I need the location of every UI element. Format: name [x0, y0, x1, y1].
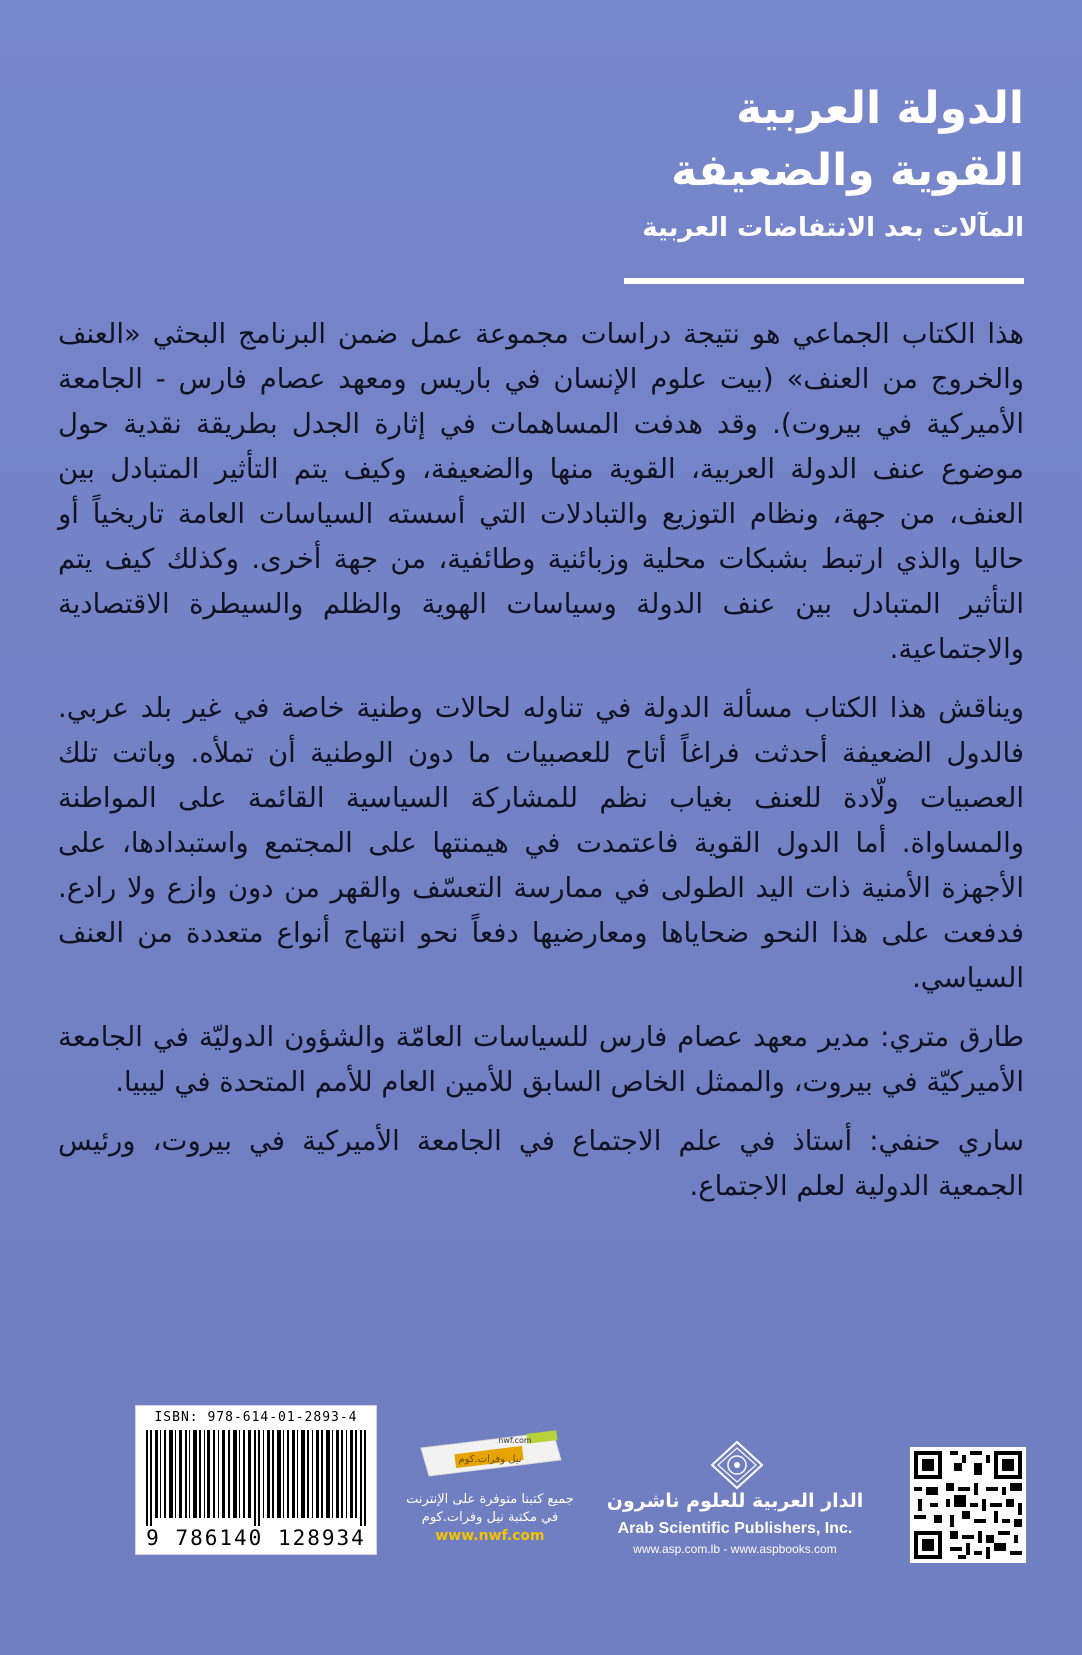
bookstore-url[interactable]: www.nwf.com	[435, 1528, 545, 1544]
publisher-name-en: Arab Scientific Publishers, Inc.	[617, 1520, 853, 1537]
bookstore-line-1: جميع كتبنا متوفرة على الإنترنت	[406, 1492, 574, 1507]
qr-code-icon	[910, 1447, 1026, 1563]
title-block	[464, 78, 1024, 250]
book-title-line-2: القوية والضعيفة	[671, 145, 1024, 196]
blurb-paragraph-1: هذا الكتاب الجماعي هو نتيجة دراسات مجموعة عمل ضمن البرنامج البحثي «العنف والخروج من العنف» (بيت علوم الإنسان في باريس ومعهد عصام فارس - الجامعة الأميركية في بيروت). وقد هدفت المساهمات في إثارة الجدل بطريقة نقدية حول موضوع عنف الدولة العربية، القوية منها والضعيفة، وكيف يتم التأثير المتبادل بين العنف، من جهة، ونظام التوزيع والتبادلات التي أسسته السياسات العامة تاريخياً أو حاليا والذي ارتبط بشبكات محلية وزبائنية وطائفية، من جهة أخرى. وكذلك كيف يتم التأثير المتبادل بين عنف الدولة وسياسات الهوية والظلم والسيطرة الاقتصادية والاجتماعية.	[58, 318, 1024, 665]
bookstore-tag-text: نيل وفرات.كوم	[458, 1454, 522, 1465]
publisher-block	[600, 1440, 870, 1560]
isbn-digits: 9 786140 128934	[146, 1526, 366, 1550]
bookstore-block	[395, 1430, 585, 1560]
barcode-icon	[144, 1430, 368, 1526]
blurb	[58, 312, 1024, 1209]
author-bio-2: ساري حنفي: أستاذ في علم الاجتماع في الجامعة الأميركية في بيروت، ورئيس الجمعية الدولية لعلم الاجتماع.	[58, 1125, 1024, 1202]
publisher-emblem-icon	[708, 1440, 766, 1490]
book-subtitle: المآلات بعد الانتفاضات العربية	[642, 213, 1024, 243]
book-title-line-1: الدولة العربية	[736, 83, 1024, 134]
author-bio-1: طارق متري: مدير معهد عصام فارس للسياسات العامّة والشؤون الدوليّة في الجامعة الأميركيّة في بيروت، والممثل الخاص السابق للأمين العام للأمم المتحدة في ليبيا.	[58, 1021, 1024, 1098]
isbn-label: ISBN: 978-614-01-2893-4	[154, 1410, 358, 1425]
isbn-barcode-box	[135, 1405, 377, 1555]
blurb-paragraph-2: ويناقش هذا الكتاب مسألة الدولة في تناوله لحالات وطنية خاصة في غير بلد عربي. فالدول الضعيفة أحدثت فراغاً أتاح للعصبيات ما دون الوطنية أن تملأه. وباتت تلك العصبيات ولّادة للعنف بغياب نظم للمشاركة السياسية القائمة على المواطنة والمساواة. أما الدول القوية فاعتمدت في هيمنتها على المجتمع واستبدادها، على الأجهزة الأمنية ذات اليد الطولى في ممارسة التعسّف والقهر من دون وازع ولا رادع. فدفعت على هذا النحو ضحاياها ومعارضيها دفعاً نحو انتهاج أنواع متعددة من العنف السياسي.	[58, 692, 1024, 994]
publisher-name-ar: الدار العربية للعلوم ناشرون	[606, 1490, 864, 1512]
title-divider	[624, 278, 1024, 284]
publisher-websites[interactable]: www.asp.com.lb - www.aspbooks.com	[633, 1542, 837, 1556]
bookstore-tag-small: nwf.com	[498, 1436, 532, 1445]
bookstore-line-2: في مكتبة نيل وفرات.كوم	[421, 1510, 559, 1525]
